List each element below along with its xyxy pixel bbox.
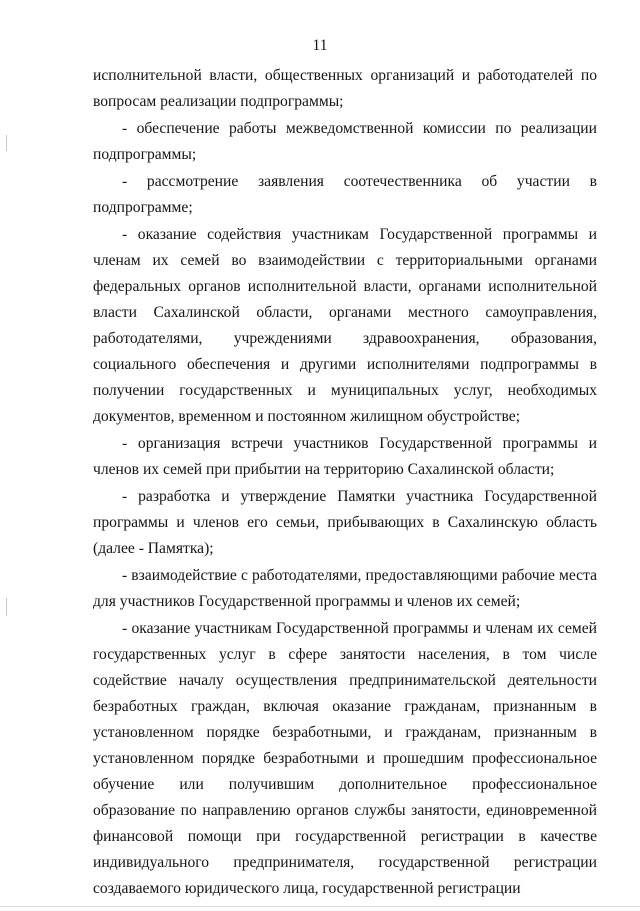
scan-edge-mark	[6, 135, 7, 151]
list-item-paragraph: - взаимодействие с работодателями, предоставляющими рабочие места для участников Государственной программы и членов их семей;	[93, 567, 597, 610]
list-item-paragraph: - оказание содействия участникам Государственной программы и членам их семей во взаимодействии с территориальными органами федеральных органов исполнительной власти, органами исполнительной власти Сахалинской области, органами местного самоуправления, работодателями, учреждениями здравоохранения, образования, социального обеспечения и другими исполнителями подпрограммы в получении государственных и муниципальных услуг, необходимых документов, временном и постоянном жилищном обустройстве;	[93, 226, 597, 425]
page-number: 11	[312, 37, 328, 54]
list-item-paragraph: - организация встречи участников Государственной программы и членов их семей при прибытии на территорию Сахалинской области;	[93, 435, 597, 478]
document-body	[93, 63, 597, 902]
list-item-paragraph: - оказание участникам Государственной программы и членам их семей государственных услуг в сфере занятости населения, в том числе содействие началу осуществления предпринимательской деятельности безработных граждан, включая оказание гражданам, признанным в установленном порядке безработными, и гражданам, признанным в установленном порядке безработными и прошедшим профессиональное обучение или получившим дополнительное профессиональное образование по направлению органов службы занятости, единовременной финансовой помощи при государственной регистрации в качестве индивидуального предпринимателя, государственной регистрации создаваемого юридического лица, государственной регистрации	[93, 620, 597, 897]
list-item-paragraph: - обеспечение работы межведомственной комиссии по реализации подпрограммы;	[93, 120, 597, 163]
list-item-paragraph: - рассмотрение заявления соотечественника об участии в подпрограмме;	[93, 173, 597, 216]
paragraph-continuation: исполнительной власти, общественных организаций и работодателей по вопросам реализации подпрограммы;	[93, 67, 597, 110]
list-item-paragraph: - разработка и утверждение Памятки участника Государственной программы и членов его семьи, прибывающих в Сахалинскую область (далее - Памятка);	[93, 488, 597, 557]
scan-bottom-edge	[0, 906, 640, 907]
scan-edge-mark	[6, 598, 7, 616]
